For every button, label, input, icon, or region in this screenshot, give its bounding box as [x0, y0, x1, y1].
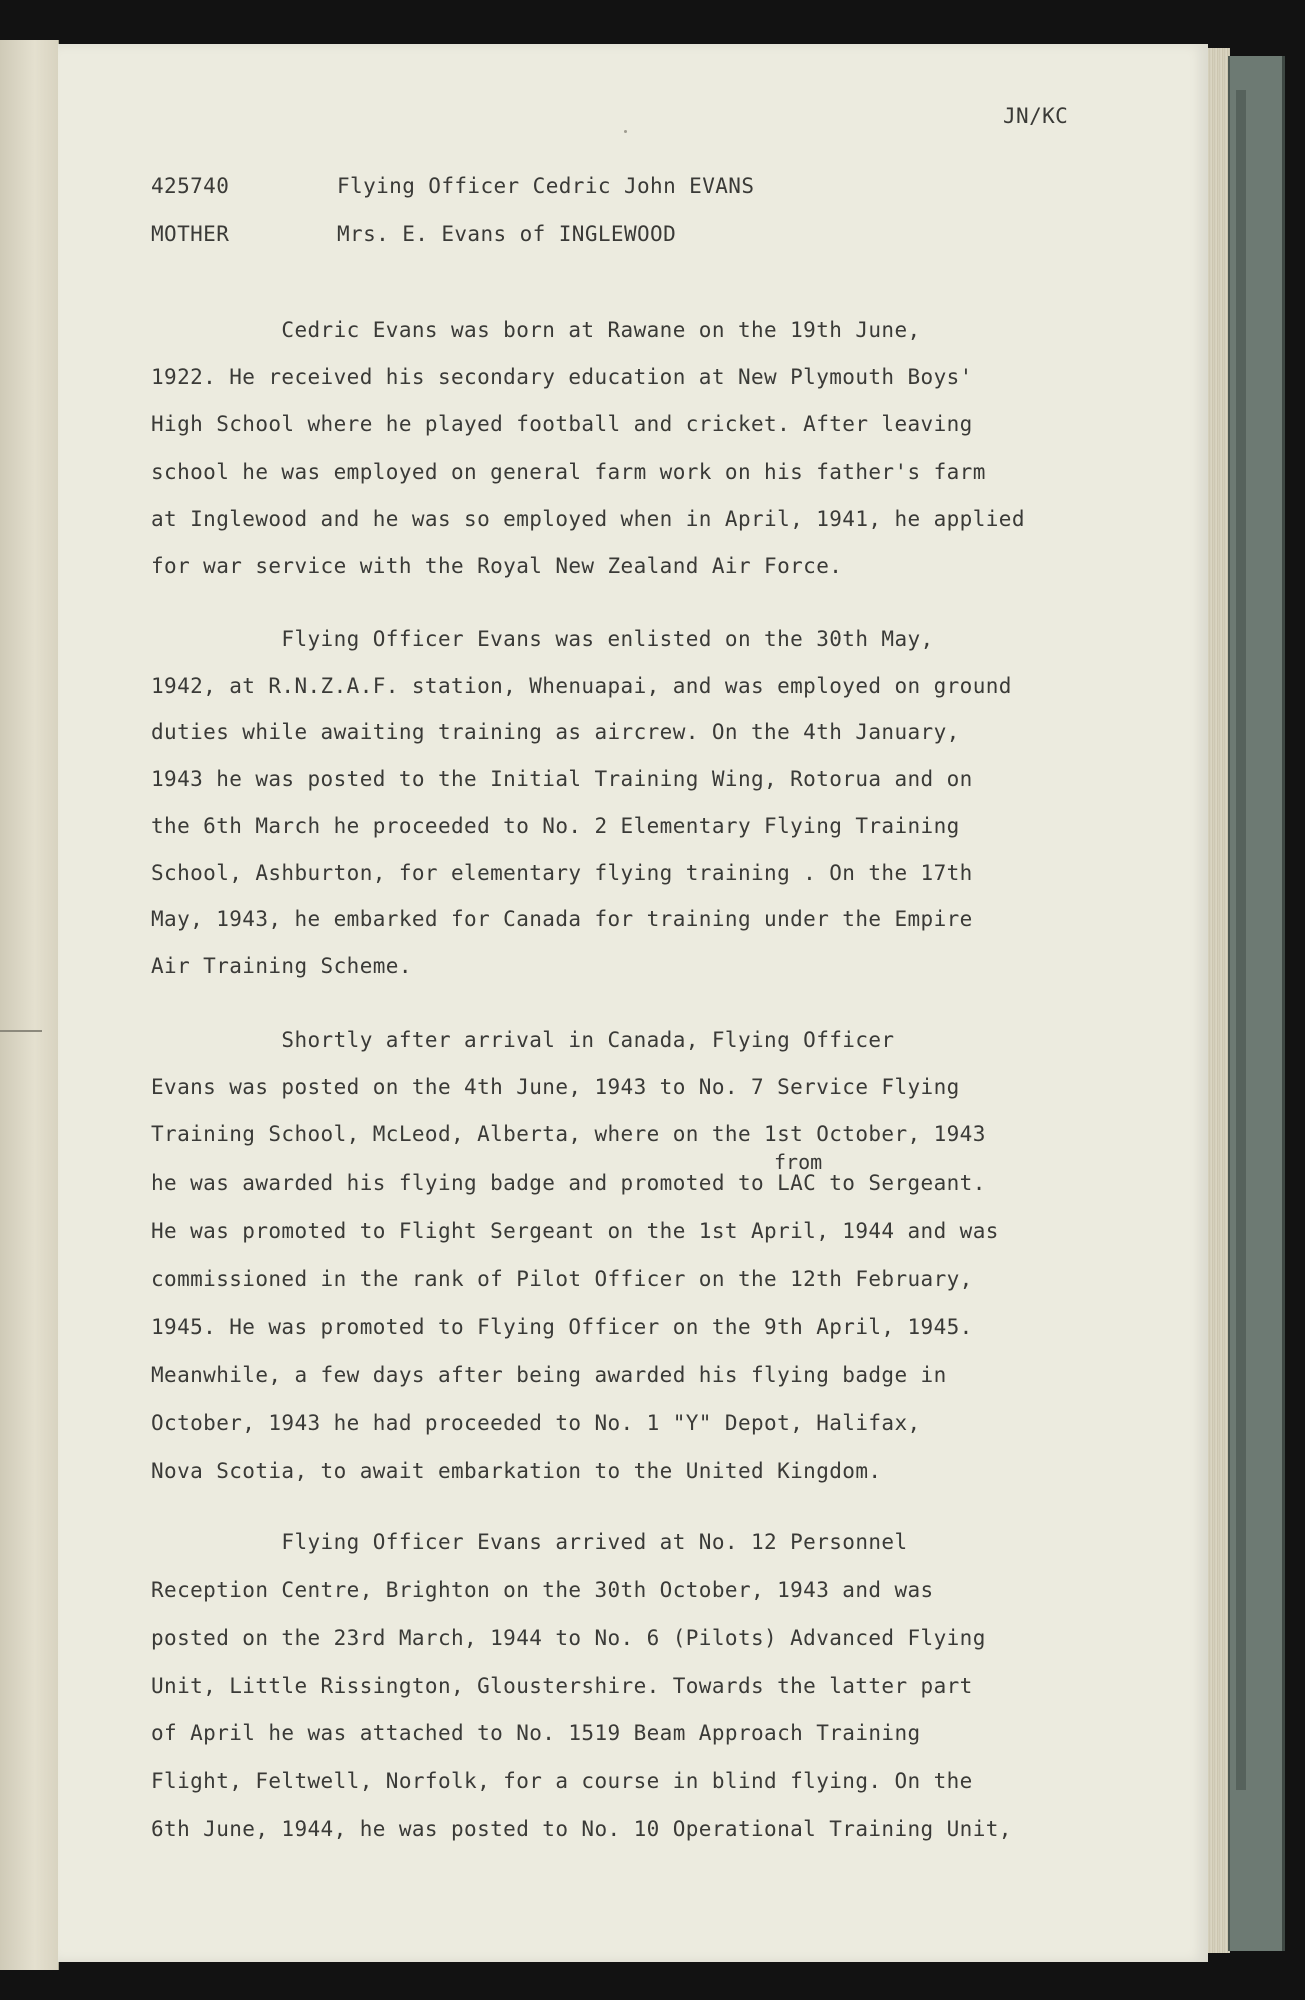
paragraph-3-line-10: Nova Scotia, to await embarkation to the United Kingdom.: [151, 1459, 882, 1483]
paragraph-2-line-5: the 6th March he proceeded to No. 2 Elementary Flying Training: [151, 814, 960, 838]
paragraph-2-line-3: duties while awaiting training as aircrew. On the 4th January,: [151, 720, 960, 744]
paragraph-3-line-3: Training School, McLeod, Alberta, where on the 1st October, 1943: [151, 1122, 986, 1146]
paragraph-3-line-5: He was promoted to Flight Sergeant on the 1st April, 1944 and was: [151, 1219, 999, 1243]
paragraph-4-line-2: Reception Centre, Brighton on the 30th October, 1943 and was: [151, 1578, 934, 1602]
page-stack-edge: [1208, 48, 1230, 1953]
paragraph-1-line-6: for war service with the Royal New Zealand Air Force.: [151, 554, 843, 578]
paragraph-3-line-7: 1945. He was promoted to Flying Officer on the 9th April, 1945.: [151, 1315, 973, 1339]
relation-label: MOTHER: [151, 222, 230, 246]
officer-name: Flying Officer Cedric John EVANS: [337, 174, 755, 198]
paragraph-4-line-1: Flying Officer Evans arrived at No. 12 Personnel: [151, 1530, 908, 1554]
paragraph-3-line-9: October, 1943 he had proceeded to No. 1 "Y" Depot, Halifax,: [151, 1411, 921, 1435]
paragraph-1-line-3: High School where he played football and cricket. After leaving: [151, 412, 973, 436]
interlinear-insertion: from: [774, 1150, 823, 1174]
paragraph-3-line-2: Evans was posted on the 4th June, 1943 to No. 7 Service Flying: [151, 1075, 960, 1099]
paragraph-2-line-2: 1942, at R.N.Z.A.F. station, Whenuapai, and was employed on ground: [151, 674, 1012, 698]
paragraph-2-line-6: School, Ashburton, for elementary flying training . On the 17th: [151, 861, 973, 885]
paragraph-2-line-7: May, 1943, he embarked for Canada for training under the Empire: [151, 907, 973, 931]
left-page-mark: [0, 1030, 42, 1032]
paragraph-4-line-5: of April he was attached to No. 1519 Beam Approach Training: [151, 1721, 921, 1745]
paragraph-1-line-4: school he was employed on general farm work on his father's farm: [151, 460, 986, 484]
reference-code: JN/KC: [1003, 104, 1069, 128]
paragraph-4-line-4: Unit, Little Rissington, Gloustershire. Towards the latter part: [151, 1674, 973, 1698]
paragraph-3-line-6: commissioned in the rank of Pilot Officer on the 12th February,: [151, 1267, 973, 1291]
relation-value: Mrs. E. Evans of INGLEWOOD: [337, 222, 677, 246]
paragraph-3-line-1: Shortly after arrival in Canada, Flying Officer: [151, 1028, 895, 1052]
paragraph-2-line-8: Air Training Scheme.: [151, 954, 412, 978]
paragraph-4-line-3: posted on the 23rd March, 1944 to No. 6 (Pilots) Advanced Flying: [151, 1626, 986, 1650]
paragraph-3-line-8: Meanwhile, a few days after being awarded his flying badge in: [151, 1363, 947, 1387]
paper-speck: [624, 130, 627, 133]
paragraph-1-line-2: 1922. He received his secondary education at New Plymouth Boys': [151, 365, 973, 389]
paragraph-2-line-4: 1943 he was posted to the Initial Training Wing, Rotorua and on: [151, 767, 973, 791]
paragraph-3-line-4: he was awarded his flying badge and promoted to LAC to Sergeant.: [151, 1171, 986, 1195]
left-page-edge: [0, 40, 59, 1970]
paragraph-2-line-1: Flying Officer Evans was enlisted on the 30th May,: [151, 627, 934, 651]
paragraph-4-line-6: Flight, Feltwell, Norfolk, for a course in blind flying. On the: [151, 1769, 973, 1793]
binding-shadow: [1236, 90, 1246, 1790]
service-number: 425740: [151, 174, 230, 198]
paragraph-1-line-5: at Inglewood and he was so employed when in April, 1941, he applied: [151, 507, 1025, 531]
paragraph-1-line-1: Cedric Evans was born at Rawane on the 19th June,: [151, 318, 921, 342]
paragraph-4-line-7: 6th June, 1944, he was posted to No. 10 Operational Training Unit,: [151, 1817, 1012, 1841]
